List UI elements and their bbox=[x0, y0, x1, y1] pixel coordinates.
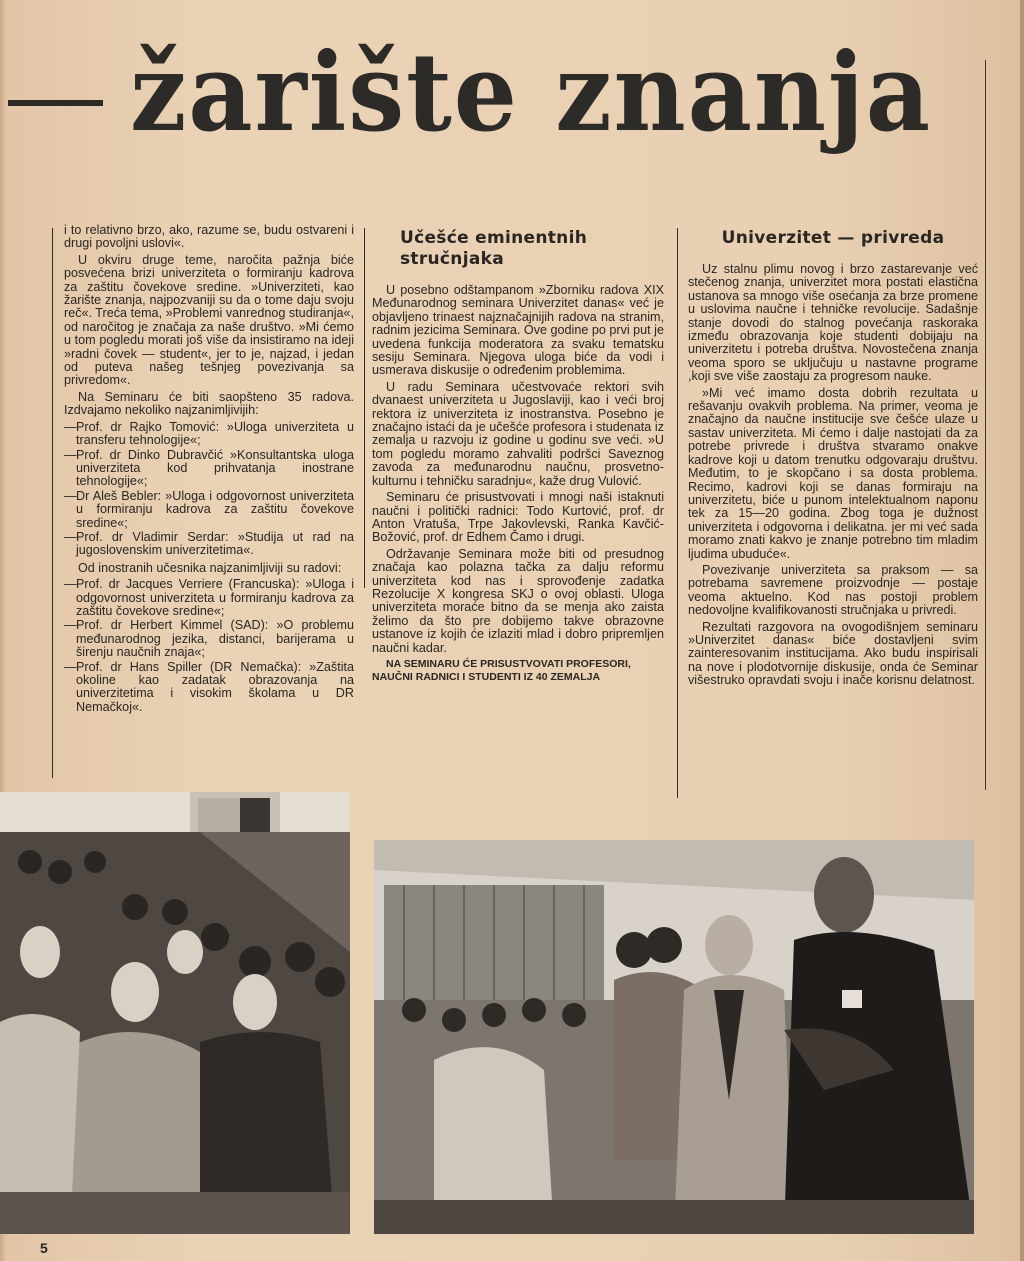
photo-audience bbox=[0, 792, 350, 1234]
paragraph: Rezultati razgovora na ovogodišnjem seminaru »Univerzitet danas« biće dostavljeni svim zainteresovanim institucijama. Ako budu inspirisali na nove i plodotvornije diskusije, onda će Seminar višestruko opravdati svoju i inače korisnu delatnost. bbox=[688, 619, 978, 688]
section-heading: Univerzitet — privreda bbox=[721, 228, 945, 248]
page-number: 5 bbox=[40, 1240, 48, 1256]
list-item: — Prof. dr Rajko Tomović: »Uloga univerziteta u transferu tehnologije«; bbox=[64, 421, 354, 448]
page-edge bbox=[1020, 0, 1024, 1261]
paragraph: Seminaru će prisustvovati i mnogi naši istaknuti naučni i politički radnici: Todo Kurtović, prof. dr Anton Vratuša, Trpe Jakovlevski, Ranka Kavčić-Božović, prof. dr Edhem Čamo i drugi. bbox=[372, 490, 664, 545]
paragraph: U posebno odštampanom »Zborniku radova XIX Međunarodnog seminara Univerzitet danas« već je objavljeno trinaest najznačajnijih radova na stranim, radnim jezicima Seminara. Ove godine po prvi put je uvedena funkcija moderatora za svaku tematsku sesiju Seminara. Njegova uloga biće da vodi i usmerava diskusije o određenim problemima. bbox=[372, 283, 664, 378]
paragraph: Održavanje Seminara može biti od presudnog značaja kao polazna tačka za dalju reformu univerziteta kod nas i sprovođenje zadatka Rezolucije X kongresa SKJ o ovoj oblasti. Uloga univerziteta moraće bitno da se menja ako zaista želimo da što pre dobijemo takve obrazovne ustanove iz kojih će izlaziti mlad i dobro pripremljen naučni kadar. bbox=[372, 546, 664, 655]
article-column-3 bbox=[688, 228, 978, 691]
paragraph: Povezivanje univerziteta sa praksom — sa potrebama savremene proizvodnje — postaje veoma aktuelno. Kod nas postoji problem nedovoljne kvalifikovanosti stručnjaka u privredi. bbox=[688, 562, 978, 618]
section-heading: Učešće eminentnih stručnjaka bbox=[400, 228, 588, 269]
column-rule-left bbox=[52, 228, 53, 778]
paragraph: i to relativno brzo, ako, razume se, budu ostvareni i drugi povoljni uslovi«. bbox=[64, 223, 354, 251]
list-item: — Prof. dr Hans Spiller (DR Nemačka): »Zaštita okoline kao zadatak obrazovanja na univerzitetima i visokim školama u DR Nemačkoj«. bbox=[64, 661, 354, 715]
column-rule-right bbox=[677, 228, 678, 798]
list-item: — Prof. dr Dinko Dubravčić »Konsultantska uloga univerziteta kod prihvatanja inostrane tehnologije«; bbox=[64, 449, 354, 489]
article-column-1 bbox=[64, 224, 354, 715]
paragraph: Od inostranih učesnika najzanimljiviji su radovi: bbox=[78, 560, 342, 575]
paragraph: »Mi već imamo dosta dobrih rezultata u rešavanju ovakvih problema. Na primer, veoma je značajno da naučne institucije sve češće ulaze u sastav univerziteta. Mi ćemo i dalje nastojati da za potrebe privrede i društva stvaramo onakve kadrove koji u datom trenutku odgovaraju društvu. Međutim, to je skopčano i sa dosta problema. Recimo, kadrovi koji se danas formiraju na univerzitetu, biće u punom intelektualnom naponu tek za 15—20 godina. Zbog toga je dužnost univerziteta i odgovorna i delikatna. jer mi već sada moramo znati kakvo je znanje potrebno tim mladim ljudima ubuduće«. bbox=[688, 385, 978, 561]
paragraph: U okviru druge teme, naročita pažnja biće posvećena brizi univerziteta o formiranju kadrova za zaštitu čovekove sredine. »Univerziteti, kao žarište znanja, najpozvaniji su da o tome daju svoju reč«. Treća tema, »Problemi vanrednog studiranja«, od naročitog je značaja za naše društvo. »Mi ćemo u tom pogledu morati još više da insistiramo na ideji »radni čovek — student«, jer to je, najzad, i jedan od puteva našeg tešnjeg povezivanja sa privredom«. bbox=[64, 252, 354, 388]
article-column-2 bbox=[372, 228, 664, 687]
list-item: — Prof. dr Herbert Kimmel (SAD): »O problemu međunarodnog jezika, distanci, barijerama u širenju naučnih znaja«; bbox=[64, 619, 354, 659]
list-item: — Prof. dr Vladimir Serdar: »Studija ut rad na jugoslovenskim univerzitetima«. bbox=[64, 531, 354, 558]
paragraph: Na Seminaru će biti saopšteno 35 radova. Izdvajamo nekoliko najzanimljivijih: bbox=[64, 389, 354, 418]
paragraph: Uz stalnu plimu novog i brzo zastarevanje već stečenog znanja, univerzitet mora postati elastična ustanova sa mnogo više osećanja za brze promene u uslovima naučne i tehničke revolucije. Sadašnje stanje dovodi do stalnog povećanja raskoraka između obrazovanja koje studenti dobijaju na univerzitetu i potreba društva. Novostečena znanja veoma sporo se uključuju u nastavne programe ,koji sve više zaostaju za progresom nauke. bbox=[688, 262, 978, 384]
masthead-title: žarište znanja bbox=[130, 30, 932, 156]
photo-caption: NA SEMINARU ĆE PRISUSTVOVATI PROFESORI, NAUČNI RADNICI I STUDENTI IZ 40 ZEMALJA bbox=[372, 657, 631, 683]
right-margin-rule bbox=[985, 60, 986, 790]
masthead-dash bbox=[8, 100, 103, 106]
list-item: — Dr Aleš Bebler: »Uloga i odgovornost univerziteta u formiranju kadrova za zaštitu čovekove sredine«; bbox=[64, 490, 354, 530]
photo-participants bbox=[374, 840, 974, 1234]
list-item: — Prof. dr Jacques Verriere (Francuska): »Uloga i odgovornost univerziteta u formiranju kadrova za zaštitu čovekove sredine«; bbox=[64, 578, 354, 618]
paragraph: U radu Seminara učestvovaće rektori svih dvanaest univerziteta u Jugoslaviji, kao i veći broj rektora iz univerziteta iz inostranstva. Posebno je značajno istaći da je učešće profesora i studenata iz zemalja u razvoju iz godine u godinu sve veći. »U tom pogledu moramo zahvaliti podršci Saveznog zavoda za međunarodnu naučnu, prosvetno-kulturnu i tehničku saradnju«, kaže drug Vulović. bbox=[372, 379, 664, 488]
column-rule-middle bbox=[364, 228, 365, 588]
